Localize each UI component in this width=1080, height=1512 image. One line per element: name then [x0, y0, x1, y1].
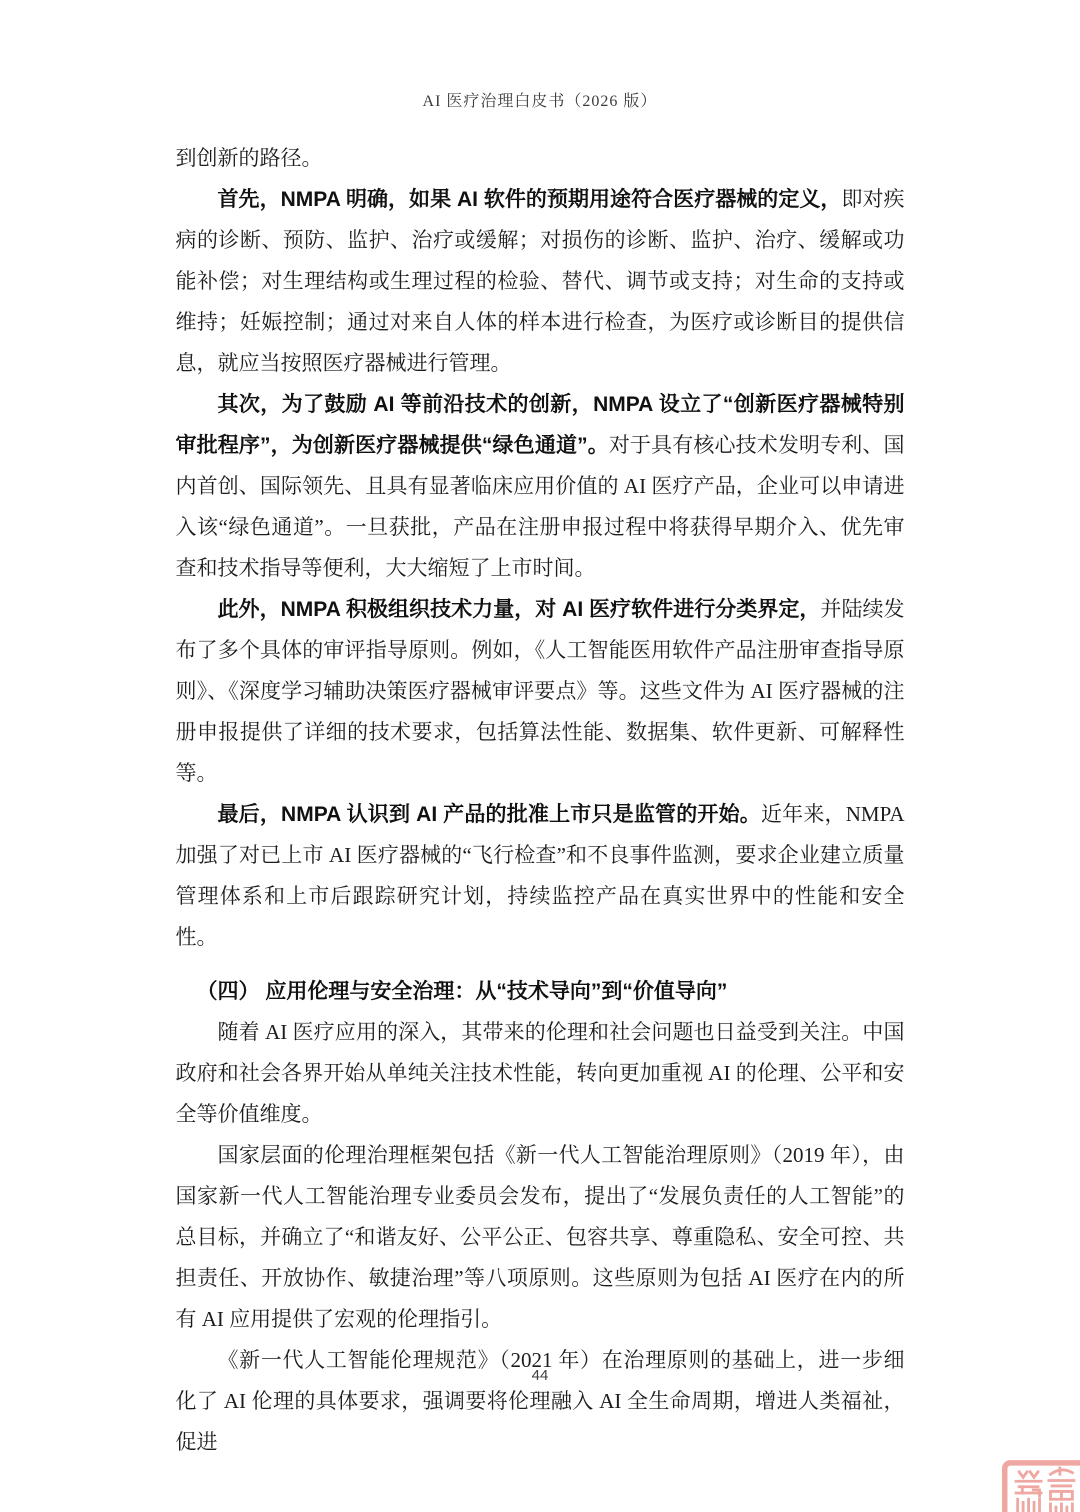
- paragraph: 随着 AI 医疗应用的深入，其带来的伦理和社会问题也日益受到关注。中国政府和社会各界开始从单纯关注技术性能，转向更加重视 AI 的伦理、公平和安全等价值维度。: [175, 1020, 905, 1126]
- paragraph: 《新一代人工智能伦理规范》（2021 年）在治理原则的基础上，进一步细化了 AI 伦理的具体要求，强调要将伦理融入 AI 全生命周期，增进人类福祉，促进: [175, 1348, 905, 1454]
- paragraph-text: 即对疾病的诊断、预防、监护、治疗或缓解；对损伤的诊断、监护、治疗、缓解或功能补偿；对生理结构或生理过程的检验、替代、调节或支持；对生命的支持或维持；妊娠控制；通过对来自人体的样本进行检查，为医疗或诊断目的提供信息，就应当按照医疗器械进行管理。: [175, 187, 905, 375]
- paragraph-text: 近年来，NMPA 加强了对已上市 AI 医疗器械的“飞行检查”和不良事件监测，要求企业建立质量管理体系和上市后跟踪研究计划，持续监控产品在真实世界中的性能和安全性。: [175, 802, 905, 949]
- page-content: [176, 138, 905, 1463]
- paragraph-continuation: 到创新的路径。: [175, 146, 323, 170]
- paragraph-bold-lead: 首先，NMPA 明确，如果 AI 软件的预期用途符合医疗器械的定义，: [217, 188, 842, 211]
- page-number: 44: [531, 1367, 549, 1384]
- paragraph: [176, 589, 905, 794]
- paragraph-text: 并陆续发布了多个具体的审评指导原则。例如，《人工智能医用软件产品注册审查指导原则》、《深度学习辅助决策医疗器械审评要点》等。这些文件为 AI 医疗器械的注册申报提供了详细的技术要求，包括算法性能、数据集、软件更新、可解释性等。: [175, 597, 905, 785]
- paragraph: [176, 179, 905, 384]
- running-head-title: AI 医疗治理白皮书（2026 版）: [422, 93, 658, 110]
- paragraph: [176, 384, 905, 589]
- section-heading: （四） 应用伦理与安全治理：从“技术导向”到“价值导向”: [196, 980, 728, 1003]
- watermark-seal-icon: [1002, 1460, 1080, 1512]
- paragraph-text: 对于具有核心技术发明专利、国内首创、国际领先、且具有显著临床应用价值的 AI 医疗产品，企业可以申请进入该“绿色通道”。一旦获批，产品在注册申报过程中将获得早期介入、优先审查和技术指导等便利，大大缩短了上市时间。: [175, 433, 905, 580]
- paragraph: 国家层面的伦理治理框架包括《新一代人工智能治理原则》（2019 年），由国家新一代人工智能治理专业委员会发布，提出了“发展负责任的人工智能”的总目标，并确立了“和谐友好、公平公正、包容共享、尊重隐私、安全可控、共担责任、开放协作、敏捷治理”等八项原则。这些原则为包括 AI 医疗在内的所有 AI 应用提供了宏观的伦理指引。: [175, 1143, 905, 1331]
- paragraph-bold-lead: 此外，NMPA 积极组织技术力量，对 AI 医疗软件进行分类界定，: [217, 598, 821, 621]
- paragraph-bold-lead: 最后，NMPA 认识到 AI 产品的批准上市只是监管的开始。: [217, 803, 761, 826]
- paragraph-bold-lead: 其次，为了鼓励 AI 等前沿技术的创新，NMPA 设立了“创新医疗器械特别审批程序”，为创新医疗器械提供“绿色通道”。: [175, 393, 905, 457]
- paragraph: [176, 794, 905, 958]
